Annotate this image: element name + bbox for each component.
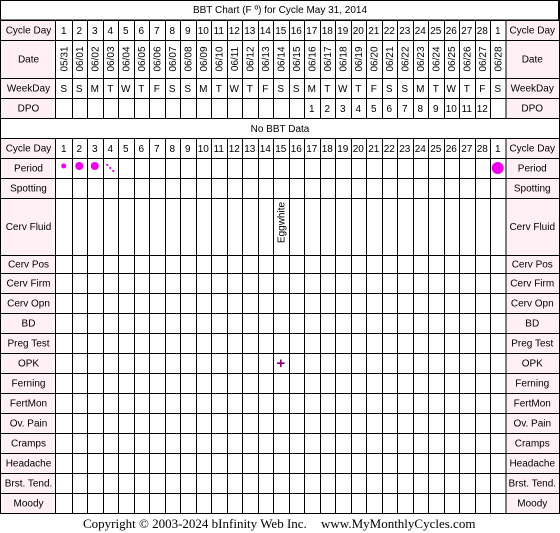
- date-label: 06/20: [369, 46, 381, 72]
- date-label: 06/23: [415, 46, 427, 72]
- cycle-day-number: 7: [153, 26, 160, 37]
- weekday-label: S: [168, 84, 176, 95]
- cycle-day-number: 21: [368, 26, 380, 37]
- row-label-ferning: Ferning: [11, 378, 46, 390]
- row-label-right-spotting: Spotting: [513, 183, 551, 195]
- date-label: 06/16: [307, 46, 319, 72]
- cycle-day-number: 23: [399, 26, 411, 37]
- period-spotting-dot: [106, 164, 108, 166]
- cycle-day-number: 6: [138, 26, 145, 37]
- row-label-right-cerv-fluid: Cerv Fluid: [509, 222, 556, 233]
- date-label: 06/25: [446, 46, 458, 72]
- dpo-value: 8: [417, 104, 424, 115]
- row-label-brst-tend: Brst. Tend.: [4, 478, 53, 490]
- row-label-period: Period: [14, 163, 43, 175]
- row-label-right-cramps: Cramps: [514, 438, 550, 450]
- dpo-value: 3: [339, 104, 346, 115]
- cycle-day-number: 17: [306, 26, 318, 37]
- dpo-value: 11: [461, 104, 472, 115]
- dpo-value: 7: [401, 104, 408, 115]
- row-label-spotting: Spotting: [10, 183, 47, 195]
- cycle-day-number: 11: [213, 26, 224, 37]
- cycle-day-number: 14: [259, 26, 271, 37]
- row-label-right-cycle-day: Cycle Day: [509, 25, 556, 37]
- cycle-day-number: 12: [228, 26, 240, 37]
- row-label-cerv-fluid: Cerv Fluid: [5, 222, 52, 233]
- cycle-day-number: 4: [107, 26, 114, 37]
- cycle-day-number: 11: [213, 144, 224, 155]
- cycle-day-number: 5: [122, 144, 129, 155]
- weekday-label: T: [463, 84, 470, 95]
- weekday-label: T: [324, 84, 331, 95]
- date-label: 06/05: [136, 46, 148, 72]
- row-label-right-weekday: WeekDay: [510, 83, 554, 95]
- date-label: 06/15: [291, 46, 303, 72]
- cycle-day-number: 9: [184, 144, 191, 155]
- cycle-day-number: 2: [76, 26, 83, 37]
- cycle-day-number: 25: [430, 144, 442, 155]
- no-bbt-data-label: No BBT Data: [250, 124, 310, 135]
- date-label: 06/01: [74, 46, 86, 72]
- weekday-label: T: [107, 84, 114, 95]
- dpo-value: 5: [370, 104, 377, 115]
- dpo-value: 10: [445, 104, 457, 115]
- row-label-moody: Moody: [13, 498, 44, 510]
- weekday-label: S: [494, 84, 502, 95]
- footer-copyright: Copyright © 2003-2024 bInfinity Web Inc.: [83, 516, 307, 531]
- date-label: 06/09: [198, 46, 210, 72]
- date-label: 06/06: [152, 46, 164, 72]
- row-label-preg-test: Preg Test: [7, 338, 50, 350]
- weekday-label: S: [60, 84, 68, 95]
- cycle-day-number: 20: [352, 26, 364, 37]
- weekday-label: F: [479, 84, 486, 95]
- weekday-label: S: [385, 84, 393, 95]
- row-label-right-moody: Moody: [517, 498, 548, 510]
- row-label-cerv-opn: Cerv Opn: [7, 298, 50, 310]
- cycle-day-number: 10: [197, 144, 209, 155]
- row-label-right-ov-pain: Ov. Pain: [513, 418, 552, 430]
- weekday-label: T: [138, 84, 145, 95]
- date-label: 06/08: [183, 46, 195, 72]
- row-label-right-opk: OPK: [521, 358, 543, 370]
- date-label: 06/26: [462, 46, 474, 72]
- cycle-day-number: 8: [169, 26, 176, 37]
- date-label: 06/02: [90, 46, 102, 72]
- row-label-right-headache: Headache: [509, 458, 556, 470]
- weekday-label: F: [153, 84, 160, 95]
- row-label-weekday: WeekDay: [6, 83, 51, 95]
- row-label-opk: OPK: [17, 358, 40, 370]
- date-label: 06/10: [214, 46, 226, 72]
- cycle-day-number: 10: [197, 26, 209, 37]
- cycle-day-number: 24: [414, 144, 426, 155]
- weekday-label: T: [432, 84, 439, 95]
- date-label: 06/13: [260, 46, 272, 72]
- weekday-label: T: [355, 84, 362, 95]
- period-mark: [492, 162, 504, 174]
- weekday-label: T: [246, 84, 253, 95]
- cycle-day-number: 22: [383, 144, 395, 155]
- row-label-right-cerv-opn: Cerv Opn: [510, 298, 554, 310]
- cycle-day-number: 3: [91, 26, 98, 37]
- row-label-right-cycle-day: Cycle Day: [509, 143, 556, 155]
- date-label: 06/04: [121, 46, 133, 72]
- date-label: 06/28: [493, 46, 505, 72]
- row-label-cramps: Cramps: [10, 438, 47, 450]
- cycle-day-number: 5: [122, 26, 129, 37]
- cycle-day-number: 2: [76, 144, 83, 155]
- period-spotting-dot: [109, 167, 111, 169]
- row-label-cerv-firm: Cerv Firm: [6, 278, 51, 290]
- cycle-day-number: 27: [461, 144, 473, 155]
- weekday-label: F: [370, 84, 377, 95]
- row-label-cycle-day: Cycle Day: [5, 25, 52, 37]
- cycle-day-number: 12: [228, 144, 240, 155]
- row-label-right-ferning: Ferning: [515, 378, 550, 390]
- period-mark: [61, 164, 66, 169]
- cycle-day-number: 13: [244, 144, 256, 155]
- date-label: 05/31: [59, 46, 71, 72]
- row-label-right-period: Period: [517, 163, 547, 175]
- dpo-value: 9: [432, 104, 439, 115]
- date-label: 06/21: [384, 46, 396, 72]
- weekday-label: M: [90, 84, 99, 95]
- cycle-day-number: 3: [91, 144, 98, 155]
- cycle-day-number: 26: [445, 144, 457, 155]
- cycle-day-number: 21: [368, 144, 380, 155]
- weekday-label: S: [292, 84, 300, 95]
- date-label: 06/22: [400, 46, 412, 72]
- row-label-right-fertmon: FertMon: [513, 398, 551, 410]
- date-label: 06/24: [431, 46, 443, 72]
- row-label-cerv-pos: Cerv Pos: [7, 259, 50, 271]
- weekday-label: W: [121, 84, 131, 95]
- period-spotting-dot: [112, 170, 114, 172]
- cycle-day-number: 6: [138, 144, 145, 155]
- weekday-label: S: [75, 84, 83, 95]
- row-label-right-cerv-firm: Cerv Firm: [510, 278, 555, 290]
- cycle-day-number: 1: [60, 26, 67, 37]
- cycle-day-number: 18: [321, 26, 333, 37]
- chart-title: BBT Chart (F º) for Cycle May 31, 2014: [192, 5, 368, 16]
- weekday-label: W: [229, 84, 239, 95]
- date-label: 06/03: [105, 46, 117, 72]
- cycle-day-number: 7: [153, 144, 160, 155]
- dpo-value: 1: [308, 104, 315, 115]
- date-label: 06/12: [245, 46, 257, 72]
- row-label-ov-pain: Ov. Pain: [9, 418, 48, 430]
- weekday-label: F: [262, 84, 269, 95]
- cycle-day-number: 27: [461, 26, 473, 37]
- weekday-label: M: [199, 84, 208, 95]
- date-label: 06/17: [322, 46, 334, 72]
- cycle-day-number: 9: [184, 26, 191, 37]
- dpo-value: 12: [476, 104, 488, 115]
- row-label-dpo: DPO: [17, 103, 40, 115]
- weekday-label: S: [401, 84, 409, 95]
- cycle-day-number: 16: [290, 26, 302, 37]
- weekday-label: W: [446, 84, 456, 95]
- cycle-day-number: 19: [337, 26, 349, 37]
- cycle-day-number: 18: [321, 144, 333, 155]
- row-label-right-bd: BD: [525, 318, 540, 330]
- cycle-day-number: 13: [244, 26, 256, 37]
- cycle-day-number: 8: [169, 144, 176, 155]
- date-label: 06/07: [167, 46, 179, 72]
- row-label-right-preg-test: Preg Test: [511, 338, 554, 350]
- cycle-day-number: 26: [445, 26, 457, 37]
- cycle-day-number: 20: [352, 144, 364, 155]
- cycle-day-number: 15: [275, 26, 287, 37]
- weekday-label: T: [215, 84, 222, 95]
- row-label-headache: Headache: [5, 458, 52, 470]
- period-mark: [75, 162, 83, 170]
- date-label: 06/19: [353, 46, 365, 72]
- row-label-bd: BD: [21, 318, 36, 330]
- row-label-fertmon: FertMon: [9, 398, 48, 410]
- date-label: 06/14: [276, 46, 288, 72]
- cycle-day-number: 1: [494, 144, 501, 155]
- cycle-day-number: 24: [414, 26, 426, 37]
- weekday-label: M: [416, 84, 425, 95]
- weekday-label: W: [338, 84, 348, 95]
- cycle-day-number: 25: [430, 26, 442, 37]
- cycle-day-number: 4: [107, 144, 114, 155]
- cycle-day-number: 14: [259, 144, 271, 155]
- cycle-day-number: 16: [290, 144, 302, 155]
- cycle-day-number: 1: [494, 26, 501, 37]
- cycle-day-number: 19: [337, 144, 349, 155]
- weekday-label: M: [307, 84, 316, 95]
- cerv-fluid-value: Eggwhite: [276, 201, 288, 244]
- period-mark: [91, 162, 99, 170]
- dpo-value: 2: [324, 104, 331, 115]
- dpo-value: 6: [386, 104, 393, 115]
- weekday-label: S: [277, 84, 285, 95]
- opk-positive-mark: +: [276, 355, 286, 372]
- row-label-right-dpo: DPO: [521, 103, 544, 115]
- cycle-day-number: 17: [306, 144, 318, 155]
- cycle-day-number: 22: [383, 26, 395, 37]
- row-label-right-date: Date: [521, 54, 543, 66]
- date-label: 06/18: [338, 46, 350, 72]
- date-label: 06/11: [229, 46, 241, 72]
- cycle-day-number: 23: [399, 144, 411, 155]
- cycle-day-number: 15: [275, 144, 287, 155]
- cycle-day-number: 1: [60, 144, 67, 155]
- row-label-right-brst-tend: Brst. Tend.: [508, 478, 557, 490]
- date-label: 06/27: [477, 46, 489, 72]
- weekday-label: S: [184, 84, 192, 95]
- cycle-day-number: 28: [476, 26, 488, 37]
- row-label-date: Date: [17, 54, 40, 66]
- dpo-value: 4: [355, 104, 362, 115]
- row-label-cycle-day: Cycle Day: [5, 143, 52, 155]
- row-label-right-cerv-pos: Cerv Pos: [511, 259, 553, 271]
- footer-site[interactable]: www.MyMonthlyCycles.com: [321, 516, 476, 531]
- cycle-day-number: 28: [476, 144, 488, 155]
